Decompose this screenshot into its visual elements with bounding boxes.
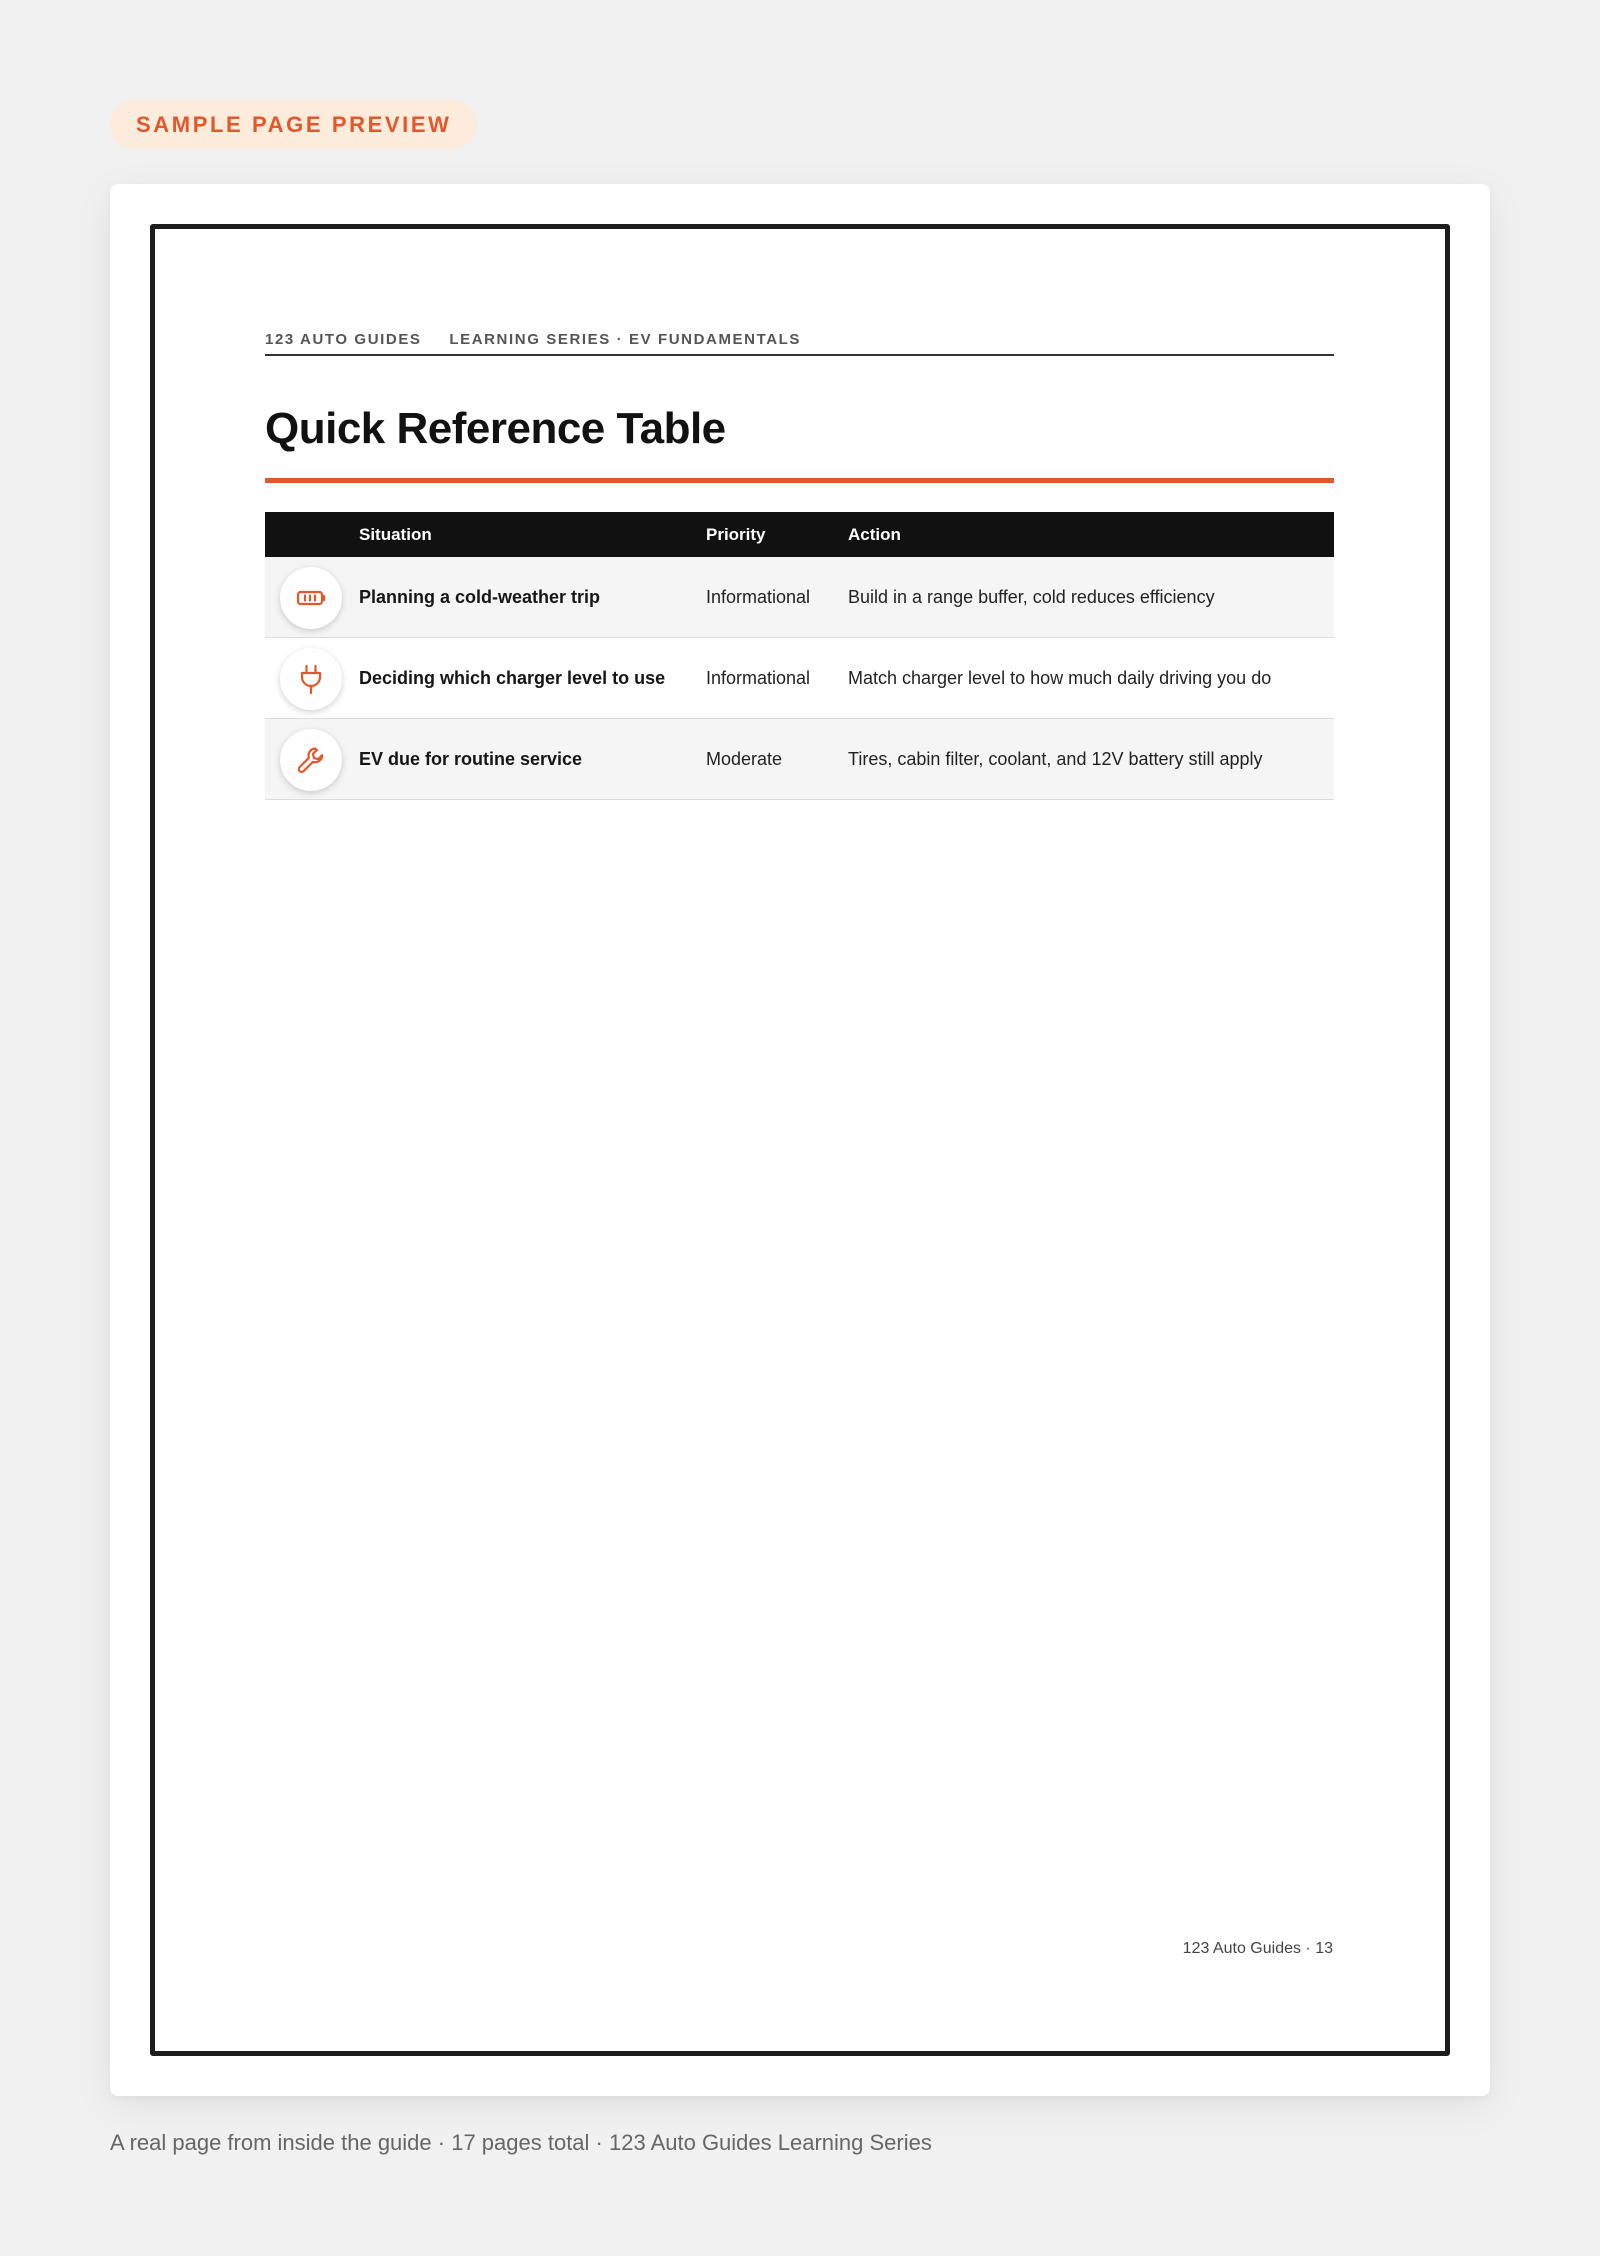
page-title: Quick Reference Table <box>265 404 726 453</box>
cell-priority: Informational <box>706 587 811 607</box>
cell-priority: Moderate <box>706 749 783 769</box>
running-head-brand: 123 AUTO GUIDES <box>265 331 422 348</box>
running-head-series: LEARNING SERIES · EV FUNDAMENTALS <box>449 331 802 348</box>
cell-situation: EV due for routine service <box>359 749 583 769</box>
table-header-row <box>265 512 1334 557</box>
header-priority: Priority <box>706 525 766 544</box>
battery-icon <box>280 567 342 629</box>
cell-action: Tires, cabin filter, coolant, and 12V battery still apply <box>848 749 1263 769</box>
header-action: Action <box>848 525 901 544</box>
preview-caption: A real page from inside the guide · 17 pages total · 123 Auto Guides Learning Series <box>110 2130 932 2155</box>
title-underline <box>265 478 1334 483</box>
cell-action: Match charger level to how much daily driving you do <box>848 668 1272 688</box>
table-row <box>265 719 1334 800</box>
running-head <box>265 331 1334 356</box>
table-row <box>265 638 1334 719</box>
sample-page-badge: SAMPLE PAGE PREVIEW <box>110 100 477 149</box>
table-row <box>265 557 1334 638</box>
quick-reference-table <box>265 512 1334 800</box>
header-situation: Situation <box>359 525 432 544</box>
document-page <box>150 224 1450 2056</box>
cell-situation: Planning a cold-weather trip <box>359 587 601 607</box>
page-footer: 123 Auto Guides · 13 <box>1182 1940 1333 1957</box>
wrench-icon <box>280 729 342 791</box>
plug-icon <box>280 648 342 710</box>
cell-priority: Informational <box>706 668 811 688</box>
cell-situation: Deciding which charger level to use <box>359 668 666 688</box>
cell-action: Build in a range buffer, cold reduces efficiency <box>848 587 1215 607</box>
preview-card <box>110 184 1490 2096</box>
